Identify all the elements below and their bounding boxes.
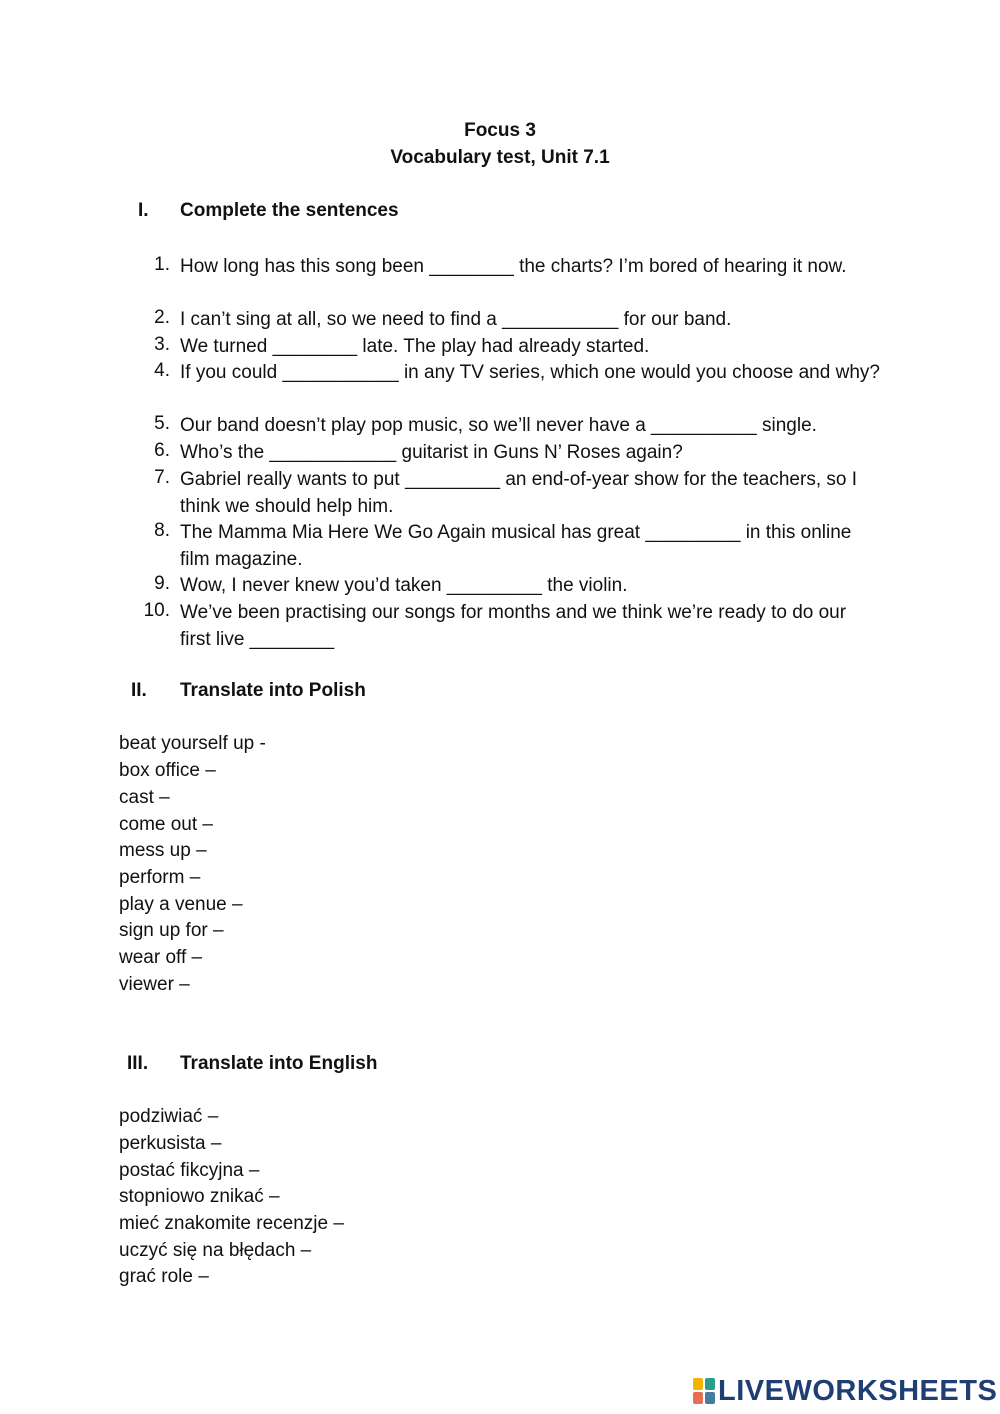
question-text: We turned ________ late. The play had already started. (180, 336, 650, 357)
question-number: 8. (154, 520, 170, 541)
logo-tile-icon (693, 1392, 703, 1404)
question-text: We’ve been practising our songs for months and we think we’re ready to do our first live ________ (180, 602, 847, 650)
logo-tile-icon (705, 1392, 715, 1404)
section-1-title: Complete the sentences (180, 200, 399, 221)
question-number: 7. (154, 467, 170, 488)
question-text: Who’s the ____________ guitarist in Guns N’ Roses again? (180, 442, 683, 463)
question-text: How long has this song been ________ the charts? I’m bored of hearing it now. (180, 256, 847, 277)
section-2-title: Translate into Polish (180, 680, 366, 701)
question-number: 4. (154, 360, 170, 381)
logo-tile-icon (705, 1378, 715, 1390)
section-2-number: II. (131, 680, 147, 701)
liveworksheets-logo-icon (693, 1378, 715, 1404)
word-item[interactable]: uczyć się na błędach – (119, 1240, 312, 1261)
section-3-title: Translate into English (180, 1053, 378, 1074)
liveworksheets-logo[interactable] (693, 1374, 997, 1408)
question-text: Wow, I never knew you’d taken _________ the violin. (180, 575, 628, 596)
word-item[interactable]: wear off – (119, 947, 203, 968)
word-item[interactable]: play a venue – (119, 894, 243, 915)
question-text: Gabriel really wants to put _________ an end-of-year show for the teachers, so I think we should help him. (180, 469, 858, 517)
word-item[interactable]: sign up for – (119, 920, 224, 941)
word-item[interactable]: perkusista – (119, 1133, 222, 1154)
question-number: 9. (154, 573, 170, 594)
question-number: 10. (143, 600, 170, 621)
worksheet-title: Focus 3 (464, 120, 536, 141)
word-item[interactable]: perform – (119, 867, 201, 888)
section-1-number: I. (138, 200, 149, 221)
question-text: The Mamma Mia Here We Go Again musical has great _________ in this online film magazine. (180, 522, 852, 570)
question-text: Our band doesn’t play pop music, so we’ll never have a __________ single. (180, 415, 817, 436)
worksheet-subtitle: Vocabulary test, Unit 7.1 (390, 147, 610, 168)
word-item[interactable]: mieć znakomite recenzje – (119, 1213, 344, 1234)
word-item[interactable]: postać fikcyjna – (119, 1160, 260, 1181)
word-item[interactable]: cast – (119, 787, 170, 808)
word-item[interactable]: podziwiać – (119, 1106, 219, 1127)
word-item[interactable]: mess up – (119, 840, 207, 861)
word-item[interactable]: box office – (119, 760, 216, 781)
question-text: I can’t sing at all, so we need to find a ___________ for our band. (180, 309, 732, 330)
logo-tile-icon (693, 1378, 703, 1390)
question-number: 2. (154, 307, 170, 328)
word-item[interactable]: viewer – (119, 974, 190, 995)
word-item[interactable]: come out – (119, 814, 213, 835)
question-number: 5. (154, 413, 170, 434)
question-number: 1. (154, 254, 170, 275)
word-item[interactable]: beat yourself up - (119, 733, 266, 754)
section-3-number: III. (127, 1053, 149, 1074)
question-text: If you could ___________ in any TV series, which one would you choose and why? (180, 362, 880, 383)
word-item[interactable]: stopniowo znikać – (119, 1186, 280, 1207)
question-number: 6. (154, 440, 170, 461)
question-number: 3. (154, 334, 170, 355)
word-item[interactable]: grać role – (119, 1266, 209, 1287)
liveworksheets-logo-text: LIVEWORKSHEETS (718, 1374, 998, 1407)
